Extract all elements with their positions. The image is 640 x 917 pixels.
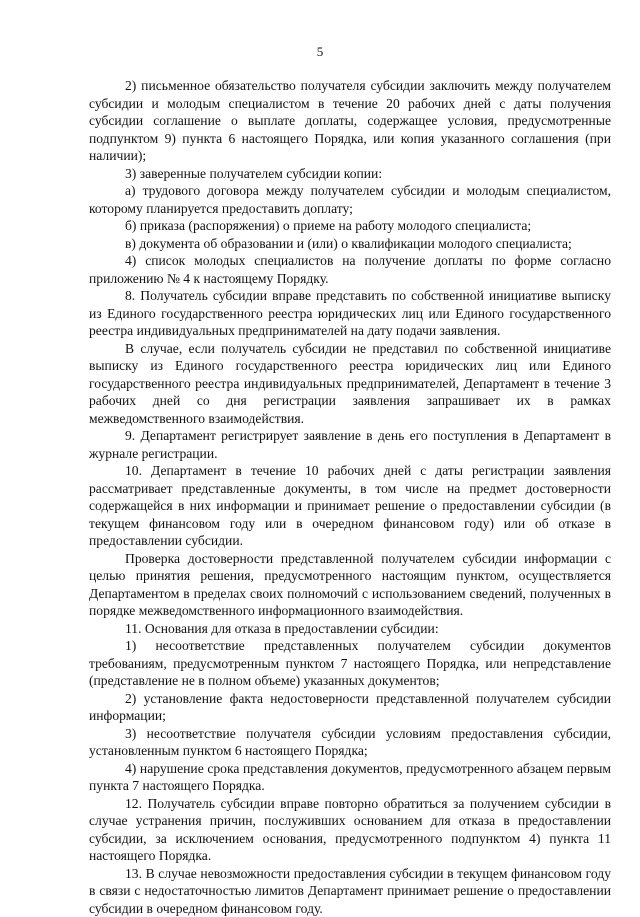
paragraph-7-3: 3) заверенные получателем субсидии копии: bbox=[89, 165, 611, 183]
paragraph-13: 13. В случае невозможности предоставления субсидии в текущем финансовом году в связи с недостаточностью лимитов Департамент принимает решение о предоставлении субсидии в очередном финансовом году. bbox=[89, 865, 611, 917]
paragraph-11: 11. Основания для отказа в предоставлении субсидии: bbox=[89, 620, 611, 638]
paragraph-7-3b: б) приказа (распоряжения) о приеме на работу молодого специалиста; bbox=[89, 217, 611, 235]
paragraph-7-2: 2) письменное обязательство получателя субсидии заключить между получателем субсидии и молодым специалистом в течение 20 рабочих дней с даты получения субсидии соглашение о выплате доплаты, содержащее условия, предусмотренные подпунктом 9) пункта 6 настоящего Порядка, или копия указанного соглашения (при наличии); bbox=[89, 77, 611, 165]
paragraph-7-4: 4) список молодых специалистов на получение доплаты по форме согласно приложению № 4 к настоящему Порядку. bbox=[89, 252, 611, 287]
paragraph-11-1: 1) несоответствие представленных получателем субсидии документов требованиям, предусмотренным пунктом 7 настоящего Порядка, или непредставление (представление не в полном объеме) указанных документов; bbox=[89, 637, 611, 690]
paragraph-8: 8. Получатель субсидии вправе представить по собственной инициативе выписку из Единого государственного реестра юридических лиц или Единого государственного реестра индивидуальных предпринимателей на дату подачи заявления. bbox=[89, 287, 611, 340]
paragraph-10-continued: Проверка достоверности представленной получателем субсидии информации с целью принятия решения, предусмотренного настоящим пунктом, осуществляется Департаментом в пределах своих полномочий с использованием сведений, полученных в порядке межведомственного информационного взаимодействия. bbox=[89, 550, 611, 620]
paragraph-11-3: 3) несоответствие получателя субсидии условиям предоставления субсидии, установленным пунктом 6 настоящего Порядка; bbox=[89, 725, 611, 760]
paragraph-11-2: 2) установление факта недостоверности представленной получателем субсидии информации; bbox=[89, 690, 611, 725]
paragraph-10: 10. Департамент в течение 10 рабочих дней с даты регистрации заявления рассматривает представленные документы, в том числе на предмет достоверности содержащейся в них информации и принимает решение о предоставлении субсидии (в текущем финансовом году или в очередном финансовом году) или об отказе в предоставлении субсидии. bbox=[89, 462, 611, 550]
paragraph-9: 9. Департамент регистрирует заявление в день его поступления в Департамент в журнале регистрации. bbox=[89, 427, 611, 462]
page-number: 5 bbox=[0, 44, 640, 60]
paragraph-7-3c: в) документа об образовании и (или) о квалификации молодого специалиста; bbox=[89, 235, 611, 253]
paragraph-12: 12. Получатель субсидии вправе повторно обратиться за получением субсидии в случае устранения причин, послуживших основанием для отказа в предоставлении субсидии, за исключением основания, предусмотренного подпунктом 4) пункта 11 настоящего Порядка. bbox=[89, 795, 611, 865]
paragraph-11-4: 4) нарушение срока представления документов, предусмотренного абзацем первым пункта 7 настоящего Порядка. bbox=[89, 760, 611, 795]
document-body bbox=[89, 77, 611, 917]
paragraph-8-continued: В случае, если получатель субсидии не представил по собственной инициативе выписку из Единого государственного реестра юридических лиц или Единого государственного реестра индивидуальных предпринимателей, Департамент в течение 3 рабочих дней со дня регистрации заявления запрашивает их в рамках межведомственного взаимодействия. bbox=[89, 340, 611, 428]
paragraph-7-3a: а) трудового договора между получателем субсидии и молодым специалистом, которому планируется предоставить доплату; bbox=[89, 182, 611, 217]
